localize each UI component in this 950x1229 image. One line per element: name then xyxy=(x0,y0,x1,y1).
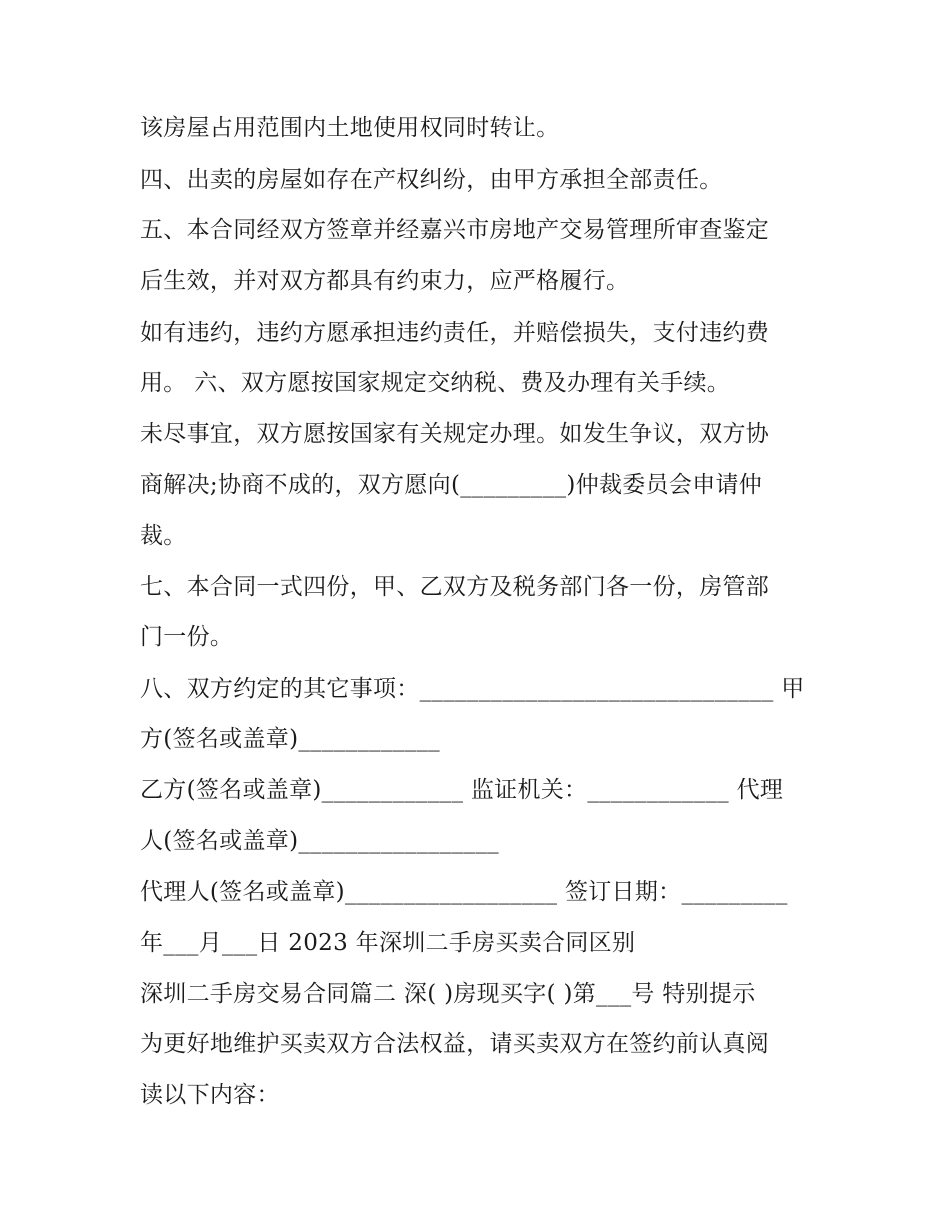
text-line: 门一份。 xyxy=(140,624,234,650)
text-line: 用。 六、双方愿按国家规定交纳税、费及办理有关手续。 xyxy=(140,370,731,396)
text-line: 后生效，并对双方都具有约束力，应严格履行。 xyxy=(140,268,630,294)
text-line: 深圳二手房交易合同篇二 深( )房现买字( )第___号 特别提示 xyxy=(140,981,756,1007)
text-line: 代理人(签名或盖章)__________________ 签订日期：_________ xyxy=(140,879,788,905)
text-line: 读以下内容： xyxy=(140,1082,280,1108)
text-line: 如有违约，违约方愿承担违约责任，并赔偿损失，支付违约费 xyxy=(140,320,770,346)
text-line: 裁。 xyxy=(140,523,187,549)
text-line: 未尽事宜，双方愿按国家有关规定办理。如发生争议，双方协 xyxy=(140,421,770,447)
text-line: 七、本合同一式四份，甲、乙双方及税务部门各一份，房管部 xyxy=(140,574,770,600)
text-line: 年___月___日 2023 年深圳二手房买卖合同区别 xyxy=(140,930,636,956)
text-line: 四、出卖的房屋如存在产权纠纷，由甲方承担全部责任。 xyxy=(140,167,723,193)
text-line: 商解决;协商不成的，双方愿向(_________)仲裁委员会申请仲 xyxy=(140,472,763,498)
text-line: 方(签名或盖章)____________ xyxy=(140,726,440,752)
text-line: 为更好地维护买卖双方合法权益，请买卖双方在签约前认真阅 xyxy=(140,1031,770,1057)
text-line: 八、双方约定的其它事项：______________________________ 甲 xyxy=(140,676,805,702)
text-line: 乙方(签名或盖章)____________ 监证机关：____________ 代理 xyxy=(140,777,784,803)
text-line: 人(签名或盖章)_________________ xyxy=(140,828,499,854)
text-line: 五、本合同经双方签章并经嘉兴市房地产交易管理所审查鉴定 xyxy=(140,217,770,243)
text-line: 该房屋占用范围内土地使用权同时转让。 xyxy=(140,115,560,141)
